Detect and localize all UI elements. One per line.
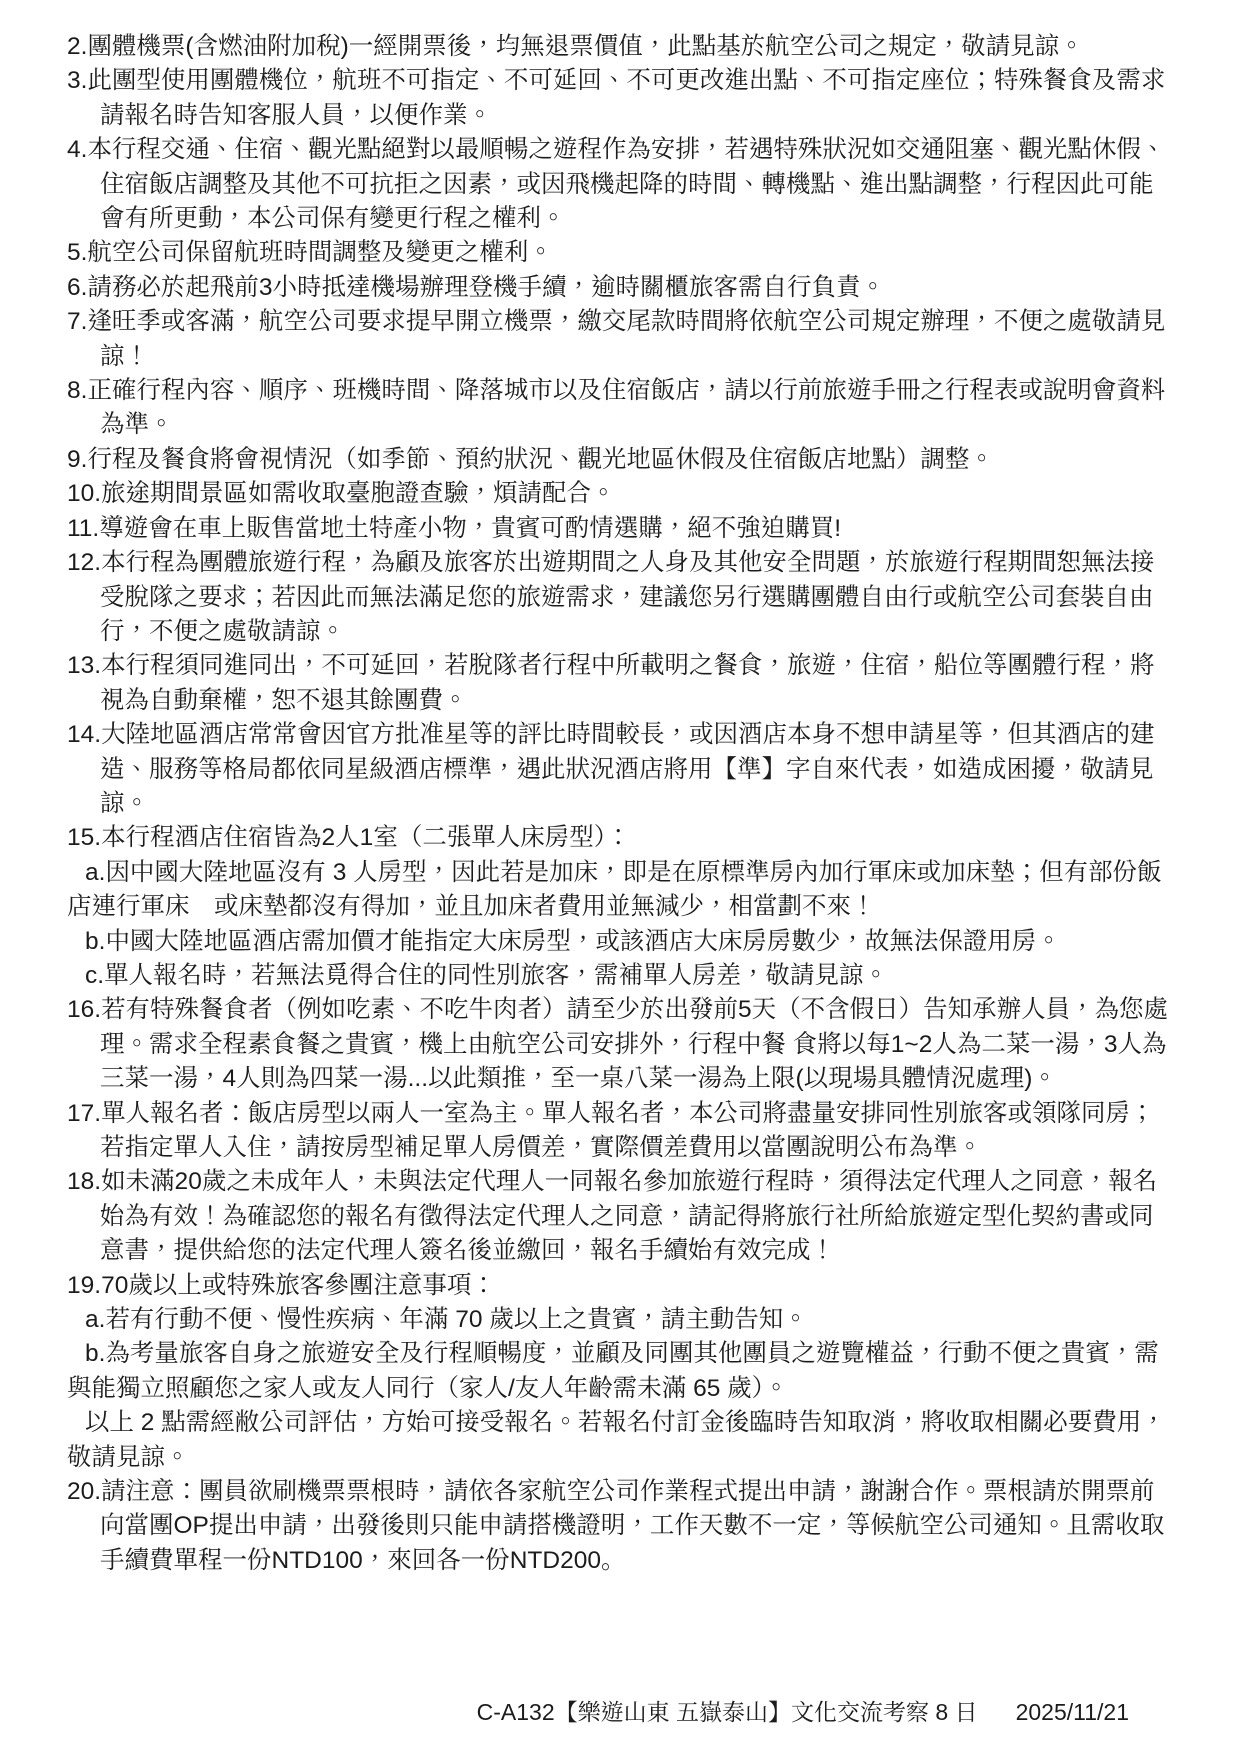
page-footer: [477, 1694, 1129, 1727]
item-number: 5.: [67, 239, 88, 267]
sub-item-text: 因中國大陸地區沒有 3 人房型，因此若是加床，即是在原標準房內加行軍床或加床墊；但有部份飯店連行軍床 或床墊都沒有得加，並且加床者費用並無減少，相當劃不來！: [67, 858, 1162, 921]
terms-item: [67, 30, 1174, 64]
terms-item: [67, 271, 1174, 305]
note-paragraph: [67, 1406, 1174, 1475]
item-number: 13.: [67, 652, 102, 680]
item-number: 7.: [67, 308, 88, 336]
sub-item-marker: b.: [85, 927, 106, 955]
terms-item: [67, 512, 1174, 546]
item-text: 若有特殊餐食者（例如吃素、不吃牛肉者）請至少於出發前5天（不含假日）告知承辦人員，為您處理。需求全程素食餐之貴賓，機上由航空公司安排外，行程中餐 食將以每1~2人為二菜一湯，3人為三菜一湯，4人則為四菜一湯...以此類推，至一桌八菜一湯為上限(以現場具體情況處理)。: [100, 996, 1169, 1093]
item-paragraph: [67, 271, 1174, 305]
sub-item-text: 中國大陸地區酒店需加價才能指定大床房型，或該酒店大床房房數少，故無法保證用房。: [105, 927, 1061, 955]
terms-item: [67, 718, 1174, 821]
sub-item: [67, 856, 1174, 925]
sub-item-text: 為考量旅客自身之旅遊安全及行程順暢度，並顧及同團其他團員之遊覽權益，行動不便之貴賓，需與能獨立照顧您之家人或友人同行（家人/友人年齡需未滿 65 歲）。: [67, 1340, 1159, 1402]
item-text: 正確行程內容、順序、班機時間、降落城市以及住宿飯店，請以行前旅遊手冊之行程表或說明會資料為準。: [87, 377, 1166, 439]
item-text: 本行程須同進同出，不可延回，若脫隊者行程中所載明之餐食，旅遊，住宿，船位等團體行程，將視為自動棄權，恕不退其餘團費。: [100, 652, 1155, 714]
item-paragraph: [67, 512, 1174, 546]
terms-item: [67, 305, 1174, 374]
item-text: 行程及餐食將會視情況（如季節、預約狀況、觀光地區休假及住宿飯店地點）調整。: [87, 445, 994, 473]
item-number: 4.: [67, 136, 88, 164]
item-number: 11.: [67, 514, 100, 542]
item-text: 請注意：團員欲刷機票票根時，請依各家航空公司作業程式提出申請，謝謝合作。票根請於開票前向當團OP提出申請，出發後則只能申請搭機證明，工作天數不一定，等候航空公司通知。且需收取手續費單程一份NTD100，來回各一份NTD200。: [100, 1478, 1165, 1574]
item-paragraph: [67, 1097, 1174, 1166]
item-text: 團體機票(含燃油附加稅)一經開票後，均無退票價值，此點基於航空公司之規定，敬請見諒。: [87, 33, 1084, 60]
item-number: 16.: [67, 996, 102, 1024]
sub-item-marker: a.: [85, 858, 106, 886]
item-text: 本行程交通、住宿、觀光點絕對以最順暢之遊程作為安排，若遇特殊狀況如交通阻塞、觀光點休假、住宿飯店調整及其他不可抗拒之因素，或因飛機起降的時間、轉機點、進出點調整，行程因此可能會有所更動，本公司保有變更行程之權利。: [87, 136, 1166, 233]
item-paragraph: [67, 305, 1174, 374]
footer-date: 2025/11/21: [1015, 1699, 1129, 1725]
item-text: 大陸地區酒店常常會因官方批准星等的評比時間較長，或因酒店本身不想申請星等，但其酒店的建造、服務等格局都依同星級酒店標準，遇此狀況酒店將用【準】字自來代表，如造成困擾，敬請見諒。: [100, 721, 1155, 817]
item-paragraph: [67, 718, 1174, 821]
item-text: 旅途期間景區如需收取臺胞證查驗，煩請配合。: [101, 480, 616, 508]
terms-item: [67, 1097, 1174, 1166]
item-text: 逢旺季或客滿，航空公司要求提早開立機票，繳交尾款時間將依航空公司規定辦理，不便之處敬請見諒！: [87, 308, 1166, 370]
terms-item: [67, 649, 1174, 718]
terms-item: [67, 546, 1174, 649]
terms-list: [67, 30, 1174, 1578]
terms-item: [67, 374, 1174, 443]
item-paragraph: [67, 1165, 1174, 1268]
item-number: 14.: [67, 721, 102, 749]
item-paragraph: [67, 477, 1174, 511]
item-text: 導遊會在車上販售當地土特產小物，貴賓可酌情選購，絕不強迫購買!: [99, 514, 842, 542]
terms-item: [67, 821, 1174, 993]
terms-item: [67, 443, 1174, 477]
footer-tour-title: C-A132【樂遊山東 五嶽泰山】文化交流考察 8 日: [476, 1699, 978, 1725]
item-number: 9.: [67, 445, 88, 473]
item-text: 本行程酒店住宿皆為2人1室（二張單人床房型）：: [101, 824, 631, 852]
item-paragraph: [67, 821, 1174, 855]
item-paragraph: [67, 30, 1174, 64]
terms-item: [67, 236, 1174, 270]
sub-item: [67, 1337, 1174, 1406]
item-paragraph: [67, 1475, 1174, 1578]
sub-item: [67, 959, 1174, 993]
item-text: 單人報名者：飯店房型以兩人一室為主。單人報名者，本公司將盡量安排同性別旅客或領隊同房；若指定單人入住，請按房型補足單人房價差，實際價差費用以當團說明公布為準。: [100, 1099, 1155, 1161]
item-number: 17.: [67, 1099, 102, 1127]
terms-item: [67, 1165, 1174, 1268]
item-paragraph: [67, 546, 1174, 649]
item-text: 航空公司保留航班時間調整及變更之權利。: [87, 239, 553, 267]
item-paragraph: [67, 236, 1174, 270]
item-number: 18.: [67, 1168, 102, 1196]
terms-item: [67, 477, 1174, 511]
item-paragraph: [67, 133, 1174, 236]
sub-item: [67, 925, 1174, 959]
item-text: 請務必於起飛前3小時抵達機場辦理登機手續，逾時關櫃旅客需自行負責。: [87, 273, 886, 301]
item-number: 3.: [67, 67, 88, 95]
sub-item-text: 以上 2 點需經敝公司評估，方始可接受報名。若報名付訂金後臨時告知取消，將收取相關必要費用，敬請見諒。: [67, 1409, 1166, 1471]
item-text: 如未滿20歲之未成年人，未與法定代理人一同報名參加旅遊行程時，須得法定代理人之同意，報名始為有效！為確認您的報名有徵得法定代理人之同意，請記得將旅行社所給旅遊定型化契約書或同意書，提供給您的法定代理人簽名後並繳回，報名手續始有效完成！: [100, 1168, 1158, 1265]
terms-item: [67, 133, 1174, 236]
item-number: 20.: [67, 1478, 102, 1506]
terms-item: [67, 1475, 1174, 1578]
sub-item: [67, 1303, 1174, 1337]
sub-item-marker: c.: [85, 961, 105, 989]
terms-item: [67, 64, 1174, 133]
sub-item-text: 單人報名時，若無法覓得合住的同性別旅客，需補單人房差，敬請見諒。: [104, 961, 889, 989]
terms-item: [67, 993, 1174, 1096]
item-number: 15.: [67, 824, 102, 852]
item-number: 12.: [67, 549, 102, 577]
item-paragraph: [67, 649, 1174, 718]
sub-item-marker: a.: [85, 1306, 106, 1334]
terms-item: [67, 1269, 1174, 1475]
item-paragraph: [67, 374, 1174, 443]
item-paragraph: [67, 443, 1174, 477]
item-number: 8.: [67, 377, 88, 405]
sub-item-marker: b.: [85, 1340, 106, 1368]
item-text: 此團型使用團體機位，航班不可指定、不可延回、不可更改進出點、不可指定座位；特殊餐食及需求請報名時告知客服人員，以便作業。: [87, 67, 1166, 129]
item-paragraph: [67, 64, 1174, 133]
item-text: 本行程為團體旅遊行程，為顧及旅客於出遊期間之人身及其他安全問題，於旅遊行程期間恕無法接受脫隊之要求；若因此而無法滿足您的旅遊需求，建議您另行選購團體自由行或航空公司套裝自由行，不便之處敬請諒。: [100, 549, 1155, 645]
item-number: 19.: [67, 1271, 102, 1299]
item-number: 2.: [67, 33, 88, 60]
item-text: 70歲以上或特殊旅客參團注意事項：: [101, 1271, 496, 1299]
item-paragraph: [67, 993, 1174, 1096]
sub-item-text: 若有行動不便、慢性疾病、年滿 70 歲以上之貴賓，請主動告知。: [105, 1306, 808, 1334]
item-number: 6.: [67, 273, 88, 301]
item-paragraph: [67, 1269, 1174, 1303]
item-number: 10.: [67, 480, 102, 508]
